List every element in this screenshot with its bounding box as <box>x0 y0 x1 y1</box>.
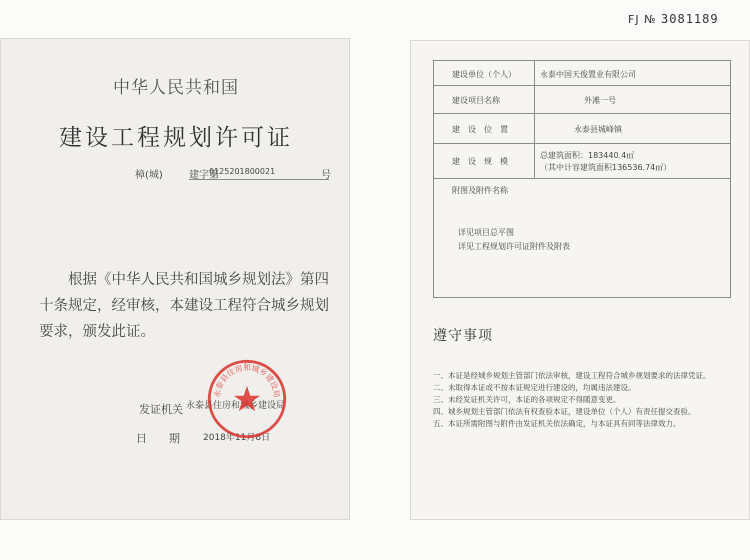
official-seal <box>206 358 288 440</box>
issue-date: 2018年11月8日 <box>203 433 271 443</box>
row-value-secondary: （其中计容建筑面积136536.74㎡） <box>540 163 672 172</box>
country-name: 中华人民共和国 <box>113 78 239 98</box>
attachments-label: 附图及附件名称 <box>452 186 508 195</box>
row-label: 建设项目名称 <box>452 96 500 105</box>
note-item: 一、本证是经城乡规划主管部门依法审核，建设工程符合城乡规划要求的法律凭证。 <box>433 371 711 380</box>
note-item: 三、未经发证机关许可，本证的各项规定不得随意变更。 <box>433 395 621 404</box>
date-label: 日 期 <box>136 432 180 445</box>
attachment-item: 详见工程规划许可证附件及附表 <box>458 242 570 251</box>
row-value: 总建筑面积：183440.4㎡ <box>540 151 635 160</box>
row-label: 建 设 位 置 <box>452 125 508 134</box>
certificate-left-page <box>0 38 350 520</box>
table-row <box>434 61 730 86</box>
row-value: 外滩一号 <box>584 96 616 105</box>
row-value: 永泰中国天俊置业有限公司 <box>540 70 636 79</box>
row-label: 建 设 规 模 <box>452 157 508 166</box>
notes-title: 遵守事项 <box>433 328 493 344</box>
serial-value: 3081189 <box>661 12 719 26</box>
table-row <box>434 113 730 144</box>
table-row <box>434 85 730 114</box>
notes-list <box>433 370 743 430</box>
cert-number-underline <box>189 179 329 180</box>
serial-number <box>628 12 719 26</box>
issuer-organization: 永泰县住房和城乡建设局 <box>186 401 286 411</box>
project-info-table <box>433 60 731 298</box>
serial-prefix: FJ <box>628 13 640 26</box>
note-item: 四、城乡规划主管部门依法有权查验本证，建设单位（个人）有责任提交查验。 <box>433 407 696 416</box>
row-label: 建设单位（个人） <box>452 70 516 79</box>
cert-number: 0125201800021 <box>209 167 276 176</box>
certificate-title: 建设工程规划许可证 <box>59 125 293 151</box>
cert-prefix: 樟(城) <box>135 170 163 181</box>
seal-text: 永泰县住房和城乡建设局 <box>212 363 282 399</box>
issuer-label: 发证机关 <box>139 403 183 416</box>
seal-star-icon <box>234 386 260 411</box>
certificate-body: 根据《中华人民共和国城乡规划法》第四十条规定，经审核，本建设工程符合城乡规划要求，颁发此证。 <box>39 272 329 340</box>
table-row <box>434 143 730 179</box>
cert-suffix: 号 <box>321 170 331 181</box>
row-value: 永泰县城峰镇 <box>574 125 622 134</box>
note-item: 二、未取得本证或不按本证规定进行建设的，均属违法建设。 <box>433 383 636 392</box>
attachment-item: 详见项目总平图 <box>458 228 514 237</box>
cert-label: 建字第 <box>189 170 219 181</box>
note-item: 五、本证所需附图与附件由发证机关依法确定，与本证具有同等法律效力。 <box>433 419 681 428</box>
serial-symbol: № <box>644 13 657 26</box>
